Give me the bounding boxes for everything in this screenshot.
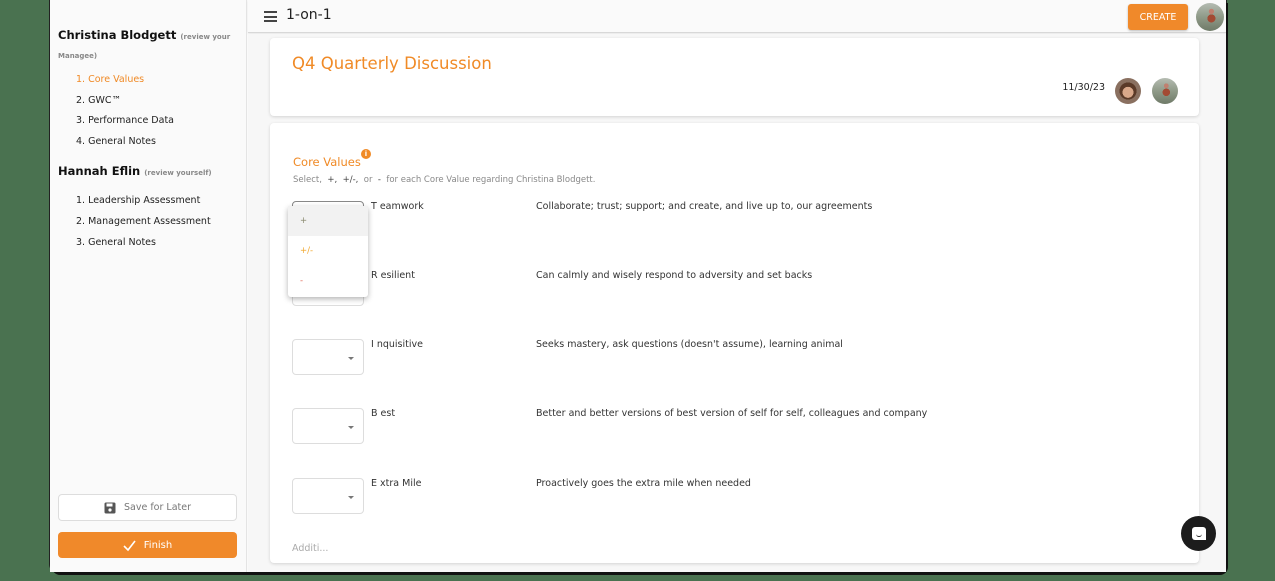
app-title: 1-on-1 [286,7,332,23]
core-value-name: I nquisitive [371,339,423,350]
instructions-or: or [363,175,373,185]
managee-subtitle: (review your Managee) [58,33,231,60]
instructions-prefix: Select, [293,175,322,185]
core-value-select-extra-mile[interactable] [292,478,364,514]
save-for-later-label: Save for Later [123,502,191,513]
sidebar-item-gwc[interactable]: 2. GWC™ [76,95,121,106]
chevron-down-icon [348,496,354,499]
floppy-disk-icon [104,502,116,514]
rating-option-plus[interactable]: + [288,206,368,236]
app-window [50,0,1226,572]
core-value-select-inquisitive[interactable] [292,339,364,375]
core-value-row-inquisitive [292,339,1172,375]
core-values-title: Core Values [293,155,361,169]
managee-name: Christina Blodgett [58,28,177,42]
create-button[interactable]: CREATE [1128,4,1188,30]
cut-off-section-label: Additi... [292,543,329,554]
core-value-description: Better and better versions of best version of self for self, colleagues and company [536,408,928,419]
core-values-instructions [293,175,595,185]
instructions-option-minus: - [377,175,381,185]
chevron-down-icon [348,357,354,360]
rating-option-minus[interactable]: - [300,276,304,286]
core-values-section [270,0,1210,572]
instructions-suffix: for each Core Value regarding Christina Blodgett. [386,175,596,185]
finish-label: Finish [143,539,173,551]
sidebar-item-core-values[interactable]: 1. Core Values [76,74,145,85]
core-value-row-teamwork [292,201,1172,237]
rating-option-mixed[interactable]: +/- [300,246,314,256]
finish-button[interactable] [58,532,237,558]
rating-dropdown-menu [288,206,368,297]
meeting-date: 11/30/23 [1062,82,1105,93]
checkmark-icon [123,540,136,551]
chat-launcher-button[interactable] [1181,516,1216,551]
core-value-select-best[interactable] [292,408,364,444]
core-value-row-best [292,408,1172,444]
sidebar-section-self [58,163,243,182]
sidebar-item-self-general-notes[interactable]: 3. General Notes [76,237,156,248]
instructions-option-mixed: +/-, [342,175,359,185]
instructions-option-plus: +, [327,175,338,185]
self-subtitle: (review yourself) [144,169,212,177]
core-value-row-extra-mile [292,478,1172,514]
chat-bubble-icon [1192,527,1206,540]
chevron-down-icon [348,426,354,429]
core-value-name: R esilient [371,270,415,281]
core-value-name: E xtra Mile [371,478,422,489]
core-value-description: Proactively goes the extra mile when needed [536,478,751,489]
sidebar-item-leadership-assessment[interactable]: 1. Leadership Assessment [76,195,201,206]
sidebar-item-performance-data[interactable]: 3. Performance Data [76,115,174,126]
save-for-later-button[interactable] [58,494,237,521]
sidebar-section-managee [58,27,243,65]
core-value-name: T eamwork [371,201,424,212]
meeting-title: Q4 Quarterly Discussion [292,54,492,73]
core-value-name: B est [371,408,396,419]
core-value-description: Seeks mastery, ask questions (doesn't assume), learning animal [536,339,843,350]
sidebar [50,0,247,572]
core-value-row-resilient [292,270,1172,306]
core-value-description: Collaborate; trust; support; and create, and live up to, our agreements [536,201,873,212]
sidebar-item-general-notes[interactable]: 4. General Notes [76,136,156,147]
sidebar-item-management-assessment[interactable]: 2. Management Assessment [76,216,211,227]
info-icon[interactable]: i [361,149,371,159]
self-name: Hannah Eflin [58,164,141,178]
core-value-description: Can calmly and wisely respond to adversity and set backs [536,270,813,281]
